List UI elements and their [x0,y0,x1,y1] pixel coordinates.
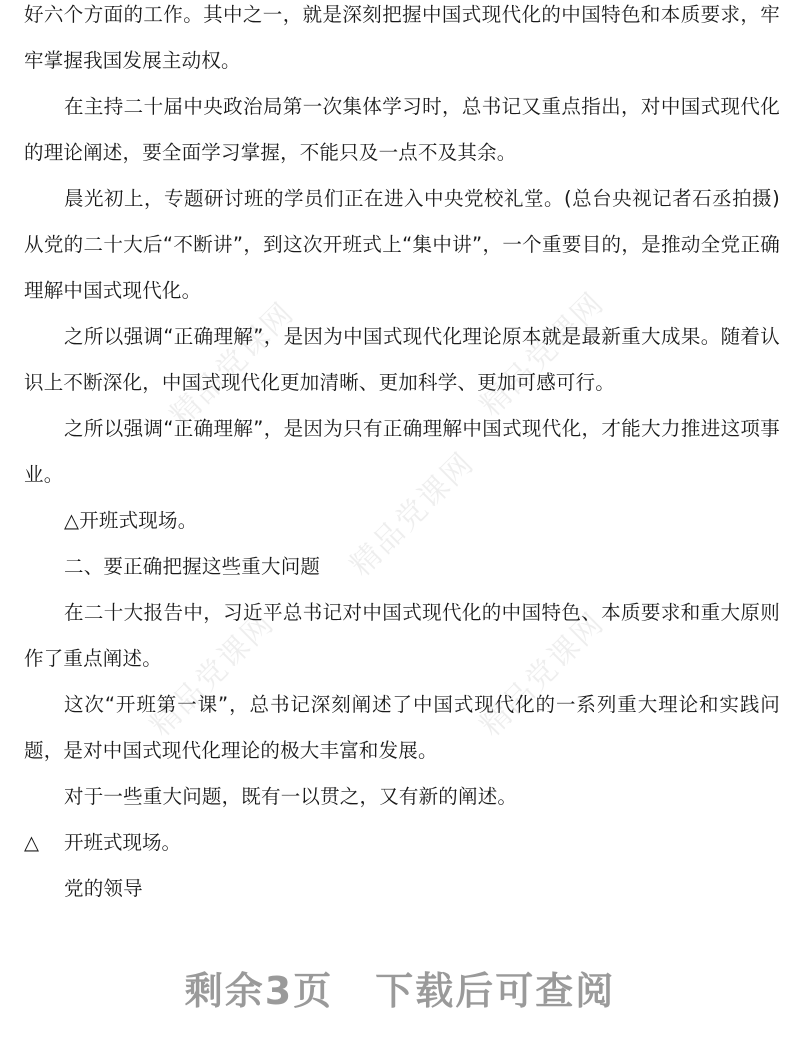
paragraph: 对于一些重大问题，既有一以贯之，又有新的阐述。 [64,785,518,808]
article-body [24,0,780,912]
watermark: 精品党课网 [473,285,612,424]
download-hint-label: 下载后可查阅 [375,969,616,1013]
remaining-pages-label: 剩余3页 [184,969,334,1013]
caption [24,820,780,866]
remaining-pages-notice [0,960,800,1015]
caption: △开班式现场。 [64,509,198,532]
watermark: 精品党课网 [163,295,302,434]
triangle-icon: △ [24,831,39,854]
caption-text: 开班式现场。 [64,831,182,854]
paragraph: 好六个方面的工作。其中之一，就是深刻把握中国式现代化的中国特色和本质要求，牢牢掌握我国发展主动权。 [24,3,780,72]
paragraph: 之所以强调“正确理解”，是因为只有正确理解中国式现代化，才能大力推进这项事业。 [24,417,780,486]
paragraph: 在二十大报告中，习近平总书记对中国式现代化的中国特色、本质要求和重大原则作了重点阐述。 [24,601,780,670]
watermark: 精品党课网 [143,605,282,744]
paragraph: 党的领导 [64,877,143,900]
paragraph: 晨光初上，专题研讨班的学员们正在进入中央党校礼堂。(总台央视记者石丞拍摄)从党的二十大后“不断讲”，到这次开班式上“集中讲”，一个重要目的，是推动全党正确理解中国式现代化。 [24,187,780,302]
watermark: 精品党课网 [343,445,482,584]
paragraph: 在主持二十届中央政治局第一次集体学习时，总书记又重点指出，对中国式现代化的理论阐述，要全面学习掌握，不能只及一点不及其余。 [24,95,780,164]
watermark: 精品党课网 [473,605,612,744]
section-heading: 二、要正确把握这些重大问题 [64,555,321,578]
paragraph: 这次“开班第一课”，总书记深刻阐述了中国式现代化的一系列重大理论和实践问题，是对中国式现代化理论的极大丰富和发展。 [24,693,780,762]
paragraph: 之所以强调“正确理解”，是因为中国式现代化理论原本就是最新重大成果。随着认识上不断深化，中国式现代化更加清晰、更加科学、更加可感可行。 [24,325,780,394]
